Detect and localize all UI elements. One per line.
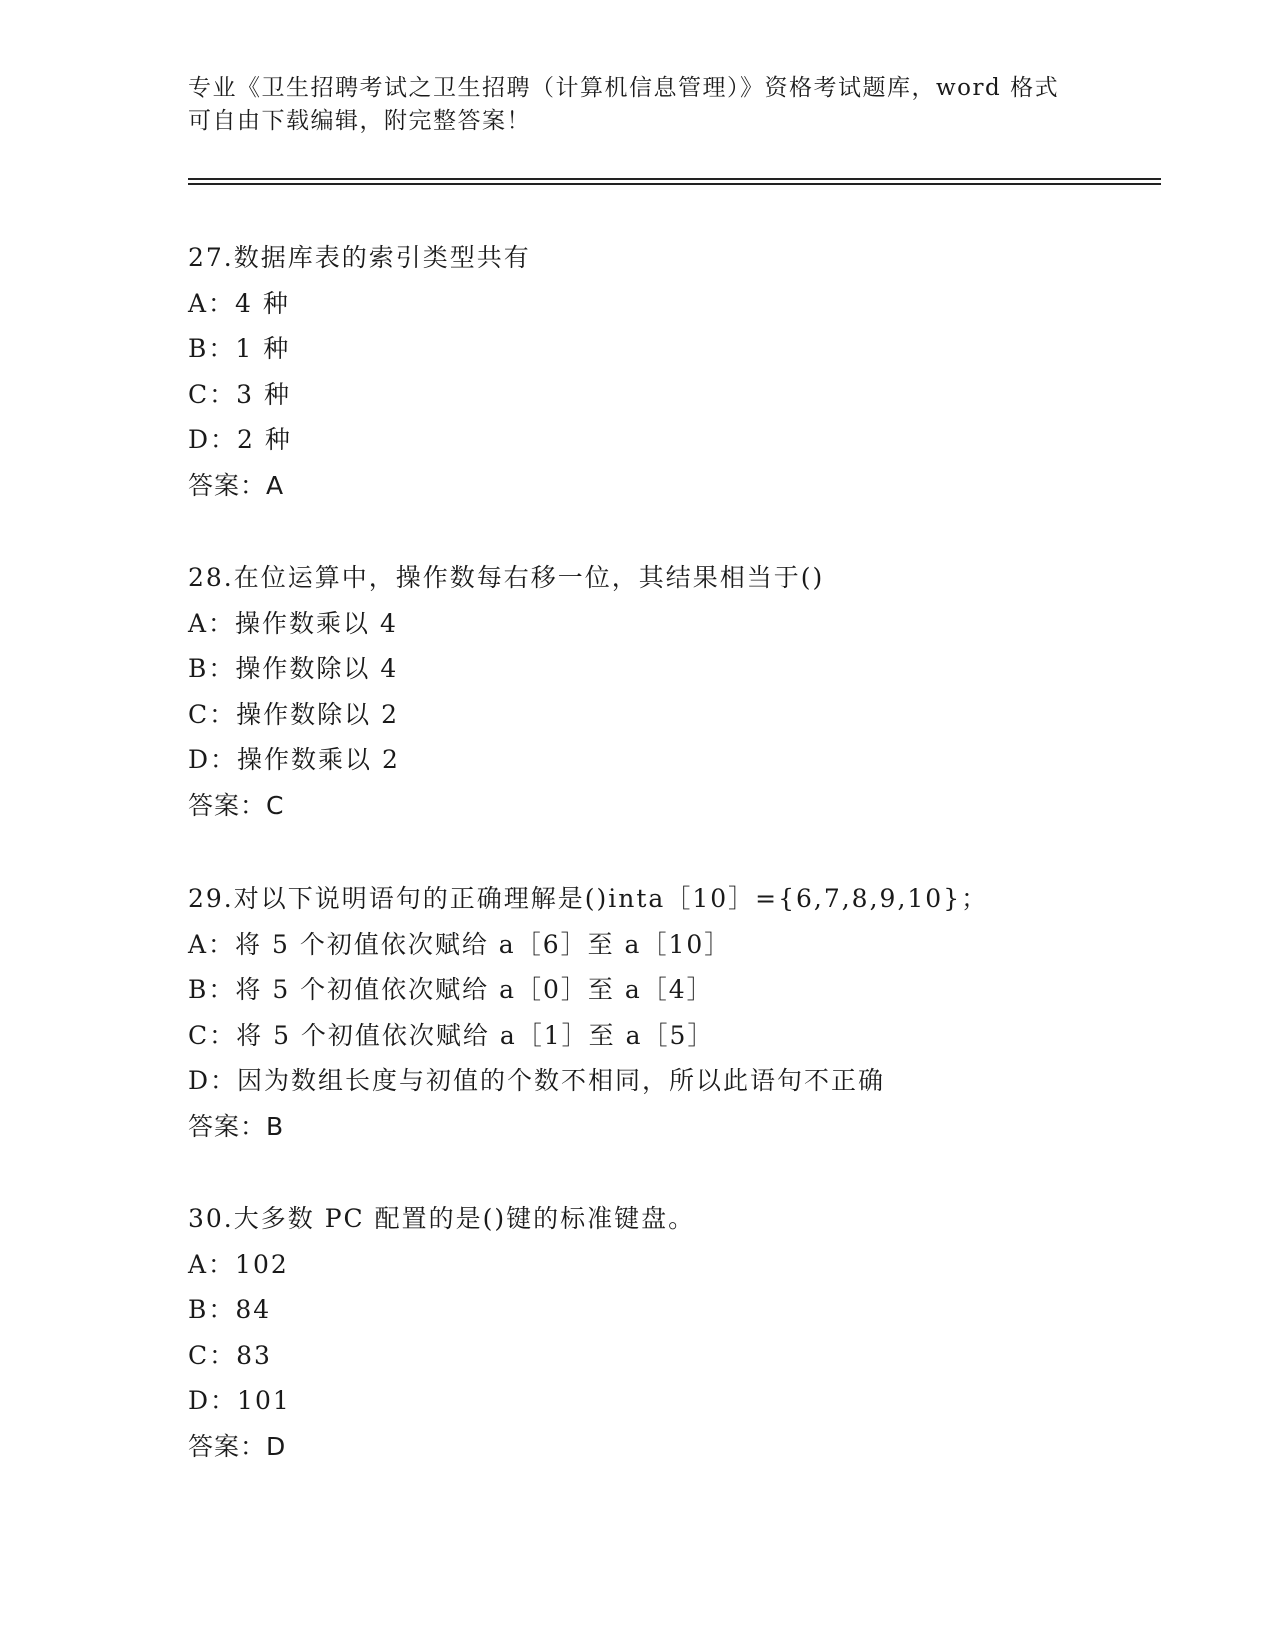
answer-key: 答案：C xyxy=(188,790,285,820)
option-d: D：101 xyxy=(188,1386,291,1415)
question-27 xyxy=(188,235,1168,508)
header-divider-bottom xyxy=(188,183,1161,185)
option-b: B：84 xyxy=(188,1295,272,1324)
option-a: A：102 xyxy=(188,1249,289,1279)
option-c: C：83 xyxy=(188,1340,272,1370)
answer-key: 答案：D xyxy=(188,1431,287,1461)
header-title-line-1: 专业《卫生招聘考试之卫生招聘（计算机信息管理）》资格考试题库，word 格式 xyxy=(188,75,1060,101)
option-d: D：2 种 xyxy=(188,425,292,454)
question-stem: 30.大多数 PC 配置的是()键的标准键盘。 xyxy=(188,1204,696,1233)
option-c: C：将 5 个初值依次赋给 a［1］至 a［5］ xyxy=(188,1020,715,1050)
option-b: B：操作数除以 4 xyxy=(188,654,399,683)
option-d: D：操作数乘以 2 xyxy=(188,745,400,774)
option-c: C：3 种 xyxy=(188,379,291,409)
header-title-line-2: 可自由下载编辑，附完整答案！ xyxy=(188,108,531,134)
option-b: B：将 5 个初值依次赋给 a［0］至 a［4］ xyxy=(188,975,714,1004)
option-a: A：操作数乘以 4 xyxy=(188,608,398,638)
answer-key: 答案：B xyxy=(188,1111,285,1141)
question-stem: 27.数据库表的索引类型共有 xyxy=(188,243,531,272)
document-header xyxy=(188,72,1088,138)
question-stem: 29.对以下说明语句的正确理解是()inta［10］={6,7,8,9,10}； xyxy=(188,884,989,913)
option-a: A：4 种 xyxy=(188,288,290,318)
answer-key: 答案：A xyxy=(188,470,285,500)
question-29 xyxy=(188,876,1168,1149)
option-c: C：操作数除以 2 xyxy=(188,699,399,729)
option-d: D：因为数组长度与初值的个数不相同，所以此语句不正确 xyxy=(188,1066,886,1095)
question-stem: 28.在位运算中，操作数每右移一位，其结果相当于() xyxy=(188,563,825,592)
option-b: B：1 种 xyxy=(188,334,291,363)
question-28 xyxy=(188,555,1168,828)
header-divider-top xyxy=(188,178,1161,180)
option-a: A：将 5 个初值依次赋给 a［6］至 a［10］ xyxy=(188,929,732,959)
question-30 xyxy=(188,1196,1168,1469)
